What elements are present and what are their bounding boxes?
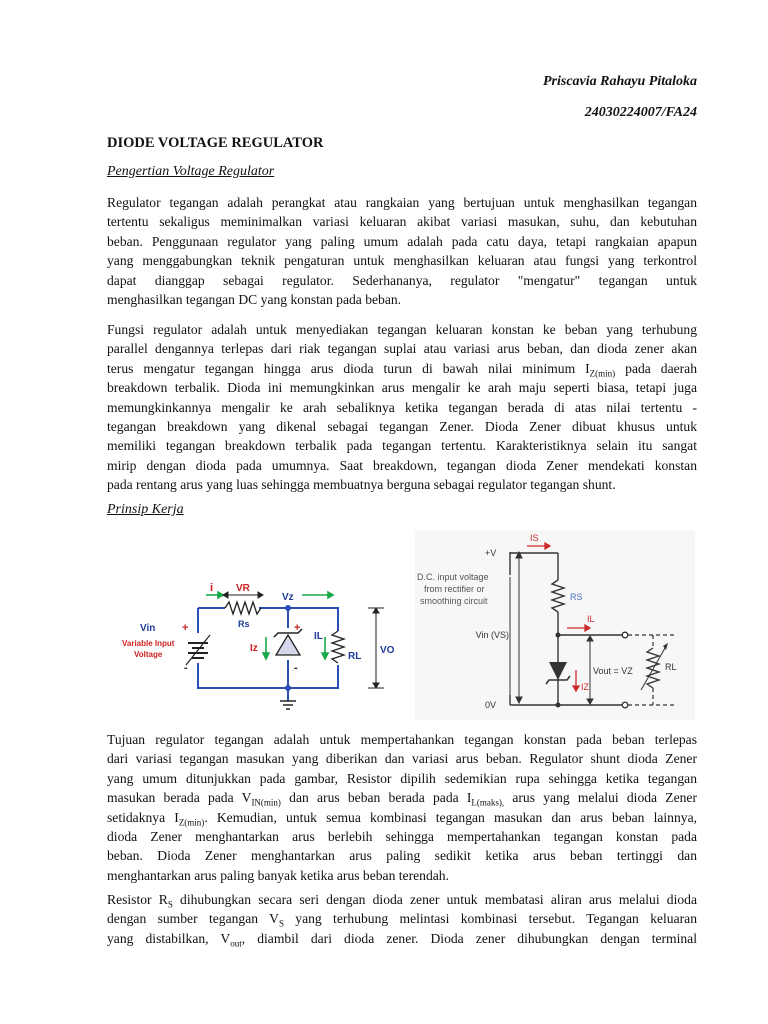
minus-sign: - bbox=[294, 662, 298, 674]
label-vout: Vout = VZ bbox=[593, 666, 633, 676]
label-is: IS bbox=[530, 533, 539, 543]
label-rs: Rs bbox=[238, 619, 250, 629]
paragraph-line: dari variasi tegangan masukan yang diberikan dan variasi arus beban. Regulator shunt dioda Zener bbox=[107, 751, 697, 767]
label-dc-input-1: D.C. input voltage bbox=[417, 572, 489, 582]
paragraph-line: terus mengatur tegangan hingga arus dioda turun di bawah nilai minimum $I_{Z(min)}$ pada daerah bbox=[107, 360, 697, 379]
paragraph-line: tertentu sekaligus meminimalkan variasi keluaran akibat variasi masukan, suhu, dan kebutuhan bbox=[107, 214, 697, 230]
section-heading-prinsip-kerja: Prinsip Kerja bbox=[107, 502, 184, 517]
paragraph-line: memungkinkannya mengalir ke arah sebaliknya ketika tegangan berada di atas nilai tertentu - bbox=[107, 399, 697, 415]
label-i: i bbox=[210, 582, 214, 594]
zener-regulator-schematic bbox=[110, 573, 410, 723]
label-rl: RL bbox=[665, 662, 677, 672]
paragraph-line: Resistor $R_S$ dihubungkan secara seri dengan dioda zener untuk membatasi aliran arus melalui dioda bbox=[107, 892, 697, 910]
paragraph-line: dioda Zener menghantarkan arus berlebih sehingga mempertahankan tegangan konstan pada bbox=[107, 829, 697, 845]
label-il: IL bbox=[587, 614, 595, 624]
paragraph-3 bbox=[107, 730, 697, 885]
paragraph-line: yang menggabungkan teknik pengaturan untuk menghasilkan keluaran atau fungsi yang terkontrol bbox=[107, 253, 697, 269]
label-rs: RS bbox=[570, 592, 583, 602]
label-vz: Vz bbox=[282, 592, 294, 603]
label-vin: Vin bbox=[140, 623, 156, 634]
label-zero-v: 0V bbox=[485, 700, 497, 710]
paragraph-line: dapat dianggap sebagai regulator. Sederhananya, regulator "mengatur" tegangan untuk bbox=[107, 272, 697, 288]
paragraph-line: pada rentang arus yang luas sehingga membuatnya berguna sebagai regulator tegangan shunt. bbox=[107, 477, 616, 493]
paragraph-line: yang umum ditunjukkan pada gambar, Resistor dipilih sedemikian rupa sehingga ketika tegangan bbox=[107, 770, 697, 786]
author-id: 24030224007/FA24 bbox=[584, 105, 697, 120]
label-dc-input-2: from rectifier or bbox=[424, 584, 485, 594]
paragraph-1 bbox=[107, 193, 697, 309]
paragraph-line: mirip dengan dioda pada umumnya. Saat breakdown, tegangan dioda Zener mendekati konstan bbox=[107, 457, 697, 473]
label-variable-input: Variable Input bbox=[122, 639, 175, 648]
paragraph-line: tegangan breakdown yang dikenal sebagai tegangan Zener. Dioda Zener dibuat khusus untuk bbox=[107, 419, 697, 435]
label-vr: VR bbox=[236, 583, 250, 594]
paragraph-line: yang distabilkan, $V_{out}$, diambil dari dioda zener. Dioda zener dihubungkan dengan terminal bbox=[107, 930, 697, 949]
paragraph-2 bbox=[107, 320, 697, 495]
paragraph-line: Fungsi regulator adalah untuk menyediakan tegangan keluaran konstan ke beban yang terhubung bbox=[107, 322, 697, 337]
plus-sign: + bbox=[182, 622, 189, 634]
label-dc-input-3: smoothing circuit bbox=[420, 596, 488, 606]
label-iz: Iz bbox=[250, 643, 258, 654]
zener-regulator-rail-diagram bbox=[415, 530, 695, 720]
label-vo: VO bbox=[380, 645, 395, 656]
paragraph-line: menghasilkan tegangan DC yang konstan pada beban. bbox=[107, 292, 402, 308]
section-heading-pengertian: Pengertian Voltage Regulator bbox=[107, 164, 275, 179]
paragraph-line: breakdown terbalik. Dioda ini memungkinkan arus mengalir ke arah maju seperti biasa, tetapi juga bbox=[107, 380, 697, 396]
paragraph-line: beban. Dioda Zener menghantarkan arus paling sedikit ketika arus beban tertinggi dan bbox=[107, 848, 697, 864]
paragraph-line: Regulator tegangan adalah perangkat atau rangkaian yang bertujuan untuk menghasilkan tegangan bbox=[107, 195, 697, 210]
plus-sign: + bbox=[294, 622, 301, 634]
paragraph-4 bbox=[107, 890, 697, 948]
paragraph-line: masukan berada pada $V_{IN(min)}$ dan arus beban berada pada $I_{L(maks),}$ arus yang melalui dioda Zener bbox=[107, 790, 697, 808]
paragraph-line: memiliki tegangan breakdown terbalik pada tegangan tertentu. Karakteristiknya selain itu sangat bbox=[107, 438, 697, 454]
paragraph-line: beban. Penggunaan regulator yang paling umum adalah pada catu daya, tetapi rangkaian apapun bbox=[107, 233, 697, 249]
paragraph-line: menghantarkan arus paling banyak ketika arus beban terendah. bbox=[107, 867, 449, 883]
document-title: DIODE VOLTAGE REGULATOR bbox=[107, 135, 324, 151]
paragraph-line: parallel dengannya terlepas dari riak tegangan suplai atau variasi arus beban, dan dioda zener akan bbox=[107, 341, 697, 357]
label-il: IL bbox=[314, 631, 323, 642]
label-vin: Vin (VS) bbox=[475, 630, 509, 640]
minus-sign: - bbox=[184, 662, 188, 674]
label-plus-v: +V bbox=[485, 548, 497, 558]
paragraph-line: dengan sumber tegangan $V_S$ yang terhubung melintasi kombinasi tersebut. Tegangan keluaran bbox=[107, 911, 697, 930]
author-name: Priscavia Rahayu Pitaloka bbox=[543, 74, 697, 89]
label-voltage: Voltage bbox=[134, 650, 163, 659]
paragraph-line: Tujuan regulator tegangan adalah untuk mempertahankan tegangan konstan pada beban terlepas bbox=[107, 732, 697, 747]
paragraph-line: setidaknya $I_{Z(min)}$. Kemudian, untuk semua kombinasi tegangan masukan dan arus beban lainnya, bbox=[107, 809, 698, 828]
label-rl: RL bbox=[348, 651, 362, 662]
label-iz: IZ bbox=[581, 682, 589, 692]
